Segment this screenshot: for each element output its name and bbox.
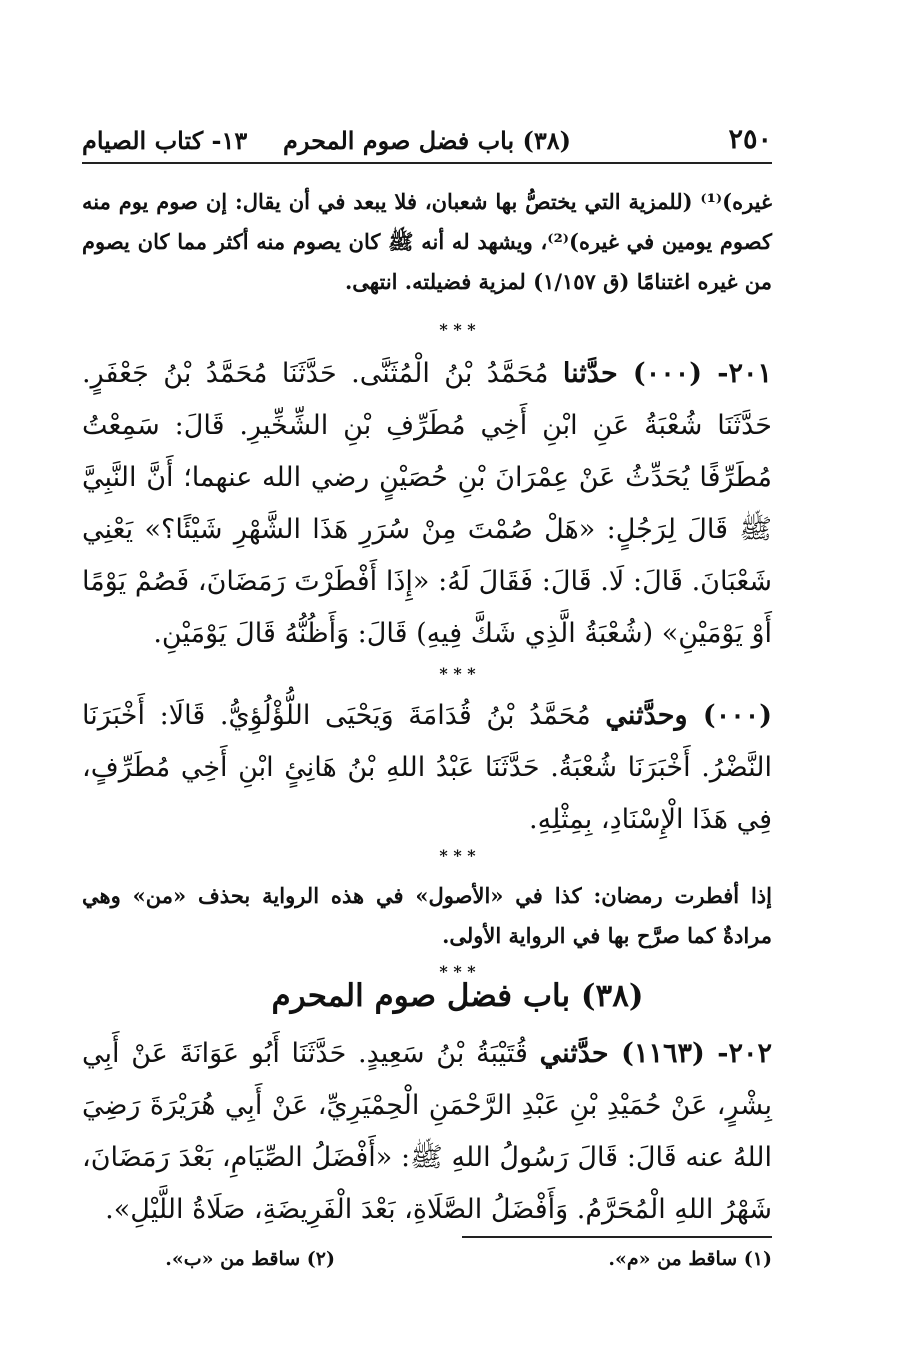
hadith-202-lead: ٢٠٢- (١١٦٣) حدَّثني	[539, 1038, 772, 1069]
commentary-text: غيره)⁽¹⁾ (للمزية التي يختصُّ بها شعبان، فلا يبعد في أن يقال: إن صوم يوم منه كصوم يومين في غيره)⁽²⁾، ويشهد له أنه ﷺ كان يصوم منه أكثر مما كان يصوم من غيره اغتنامًا (ق ١/١٥٧) لمزية فضيلته. انتهى.	[82, 189, 772, 294]
chapter-heading: (٣٨) باب فضل صوم المحرم	[271, 978, 644, 1014]
separator-stars: * * *	[439, 962, 476, 981]
hadith-202-text: قُتَيْبَةُ بْنُ سَعِيدٍ. حَدَّثَنَا أَبُو عَوَانَةَ عَنْ أَبِي بِشْرٍ، عَنْ حُمَيْدِ بْنِ عَبْدِ الرَّحْمَنِ الْحِمْيَرِيِّ، عَنْ أَبِي هُرَيْرَةَ رَضِيَ اللهُ عنه قَالَ: قَالَ رَسُولُ اللهِ ﷺ: «أَفْضَلُ الصِّيَامِ، بَعْدَ رَمَضَانَ، شَهْرُ اللهِ الْمُحَرَّمُ. وَأَفْضَلُ الصَّلَاةِ، بَعْدَ الْفَرِيضَةِ، صَلَاةُ اللَّيْلِ».	[82, 1038, 772, 1225]
hadith-201b-lead: (٠٠٠) وحدَّثني	[605, 700, 773, 731]
hadith-201-lead: ٢٠١- (٠٠٠) حدَّثنا	[562, 358, 772, 389]
hadith-201	[82, 348, 772, 660]
hadith-201b-text: مُحَمَّدُ بْنُ قُدَامَةَ وَيَحْيَى اللُّؤْلُؤِيُّ. قَالَا: أَخْبَرَنَا النَّضْرُ. أَخْبَرَنَا شُعْبَةُ. حَدَّثَنَا عَبْدُ اللهِ بْنُ هَانِئٍ ابْنِ أَخِي مُطَرِّفٍ، فِي هَذَا الْإِسْنَادِ، بِمِثْلِهِ.	[82, 700, 772, 835]
footnote-divider	[462, 1236, 772, 1238]
footnote-2: (٢) ساقط من «ب».	[165, 1248, 335, 1270]
book-title: ١٣- كتاب الصيام	[82, 126, 248, 155]
hadith-201-text: مُحَمَّدُ بْنُ الْمُثَنَّى. حَدَّثَنَا مُحَمَّدُ بْنُ جَعْفَرٍ. حَدَّثَنَا شُعْبَةُ عَنِ ابْنِ أَخِي مُطَرِّفِ بْنِ الشِّخِّيرِ. قَالَ: سَمِعْتُ مُطَرِّفًا يُحَدِّثُ عَنْ عِمْرَانَ بْنِ حُصَيْنٍ رضي الله عنهما؛ أَنَّ النَّبِيَّ ﷺ قَالَ لِرَجُلٍ: «هَلْ صُمْتَ مِنْ سُرَرِ هَذَا الشَّهْرِ شَيْئًا؟» يَعْنِي شَعْبَانَ. قَالَ: لَا. قَالَ: فَقَالَ لَهُ: «إِذَا أَفْطَرْتَ رَمَضَانَ، فَصُمْ يَوْمًا أَوْ يَوْمَيْنِ» (شُعْبَةُ الَّذِي شَكَّ فِيهِ) قَالَ: وَأَظُنُّهُ قَالَ يَوْمَيْنِ.	[82, 358, 772, 649]
separator-stars: * * *	[439, 846, 476, 865]
note-paragraph	[82, 876, 772, 956]
hadith-201b	[82, 690, 772, 846]
separator-stars: * * *	[439, 664, 476, 683]
page-number: ٢٥٠	[728, 124, 772, 155]
note-text: إذا أفطرت رمضان: كذا في «الأصول» في هذه الرواية بحذف «من» وهي مرادةٌ كما صرَّح بها في الرواية الأولى.	[82, 883, 772, 948]
hadith-202	[82, 1028, 772, 1236]
footnote-1: (١) ساقط من «م».	[608, 1248, 772, 1270]
running-header	[82, 120, 772, 164]
separator-stars: * * *	[439, 320, 476, 339]
section-title: (٣٨) باب فضل صوم المحرم	[282, 126, 572, 155]
commentary-paragraph	[82, 182, 772, 302]
